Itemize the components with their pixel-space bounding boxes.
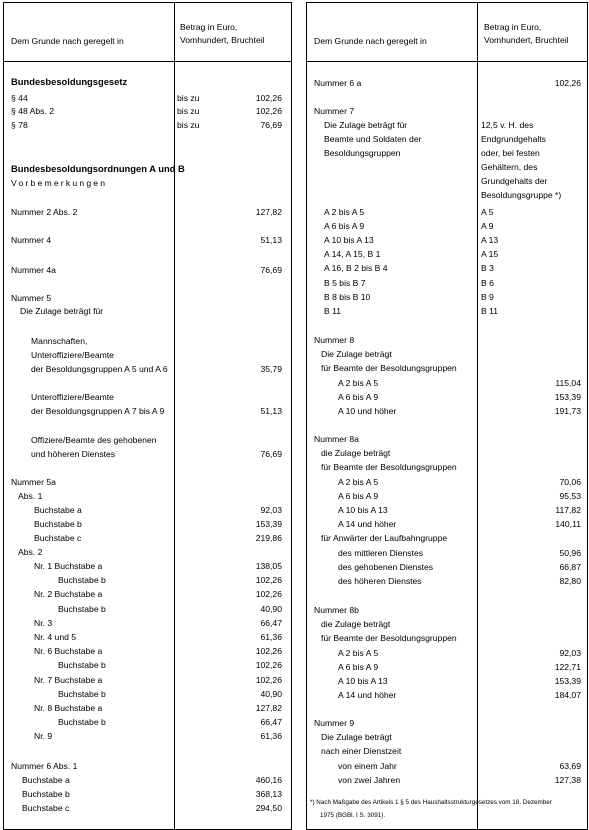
row-value: 127,82 [255, 207, 282, 217]
row-label: Nummer 8a [314, 434, 359, 444]
row-text: Offiziere/Beamte des gehobenen [31, 435, 157, 445]
row-label: Nummer 8b [314, 605, 359, 615]
row-value: B 11 [481, 305, 499, 316]
row-label: Abs. 2 [18, 547, 43, 557]
row-text: und höheren Dienstes [31, 449, 116, 459]
row-label: A 10 bis A 13 [338, 676, 388, 686]
row-value: 184,07 [554, 690, 581, 700]
row-value: 117,82 [555, 505, 581, 515]
row-value: B 3 [481, 263, 494, 274]
row-label: Buchstabe c [22, 803, 70, 813]
row-label: Nummer 4 [11, 235, 52, 245]
row-value: 102,26 [255, 106, 282, 116]
row-value: B 6 [481, 277, 494, 288]
row-label: Nr. 3 [34, 617, 53, 628]
row-label: Nummer 9 [314, 718, 355, 728]
row-label: Buchstabe b [58, 603, 106, 614]
row-label: Abs. 1 [18, 491, 43, 501]
row-label: Nummer 4a [11, 265, 56, 275]
row-value: 153,39 [554, 392, 581, 402]
right-table-header [307, 3, 587, 62]
section-title: Bundesbesoldungsordnungen A und B [11, 163, 185, 174]
row-value: 76,69 [260, 265, 282, 275]
row-value: 368,13 [255, 789, 282, 799]
row-value: 191,73 [554, 406, 581, 416]
row-label: Buchstabe b [58, 575, 106, 586]
row-label: Nr. 1 Buchstabe a [34, 561, 103, 571]
row-value: 63,69 [559, 761, 581, 771]
row-text: für Beamte der Besoldungsgruppen [321, 462, 457, 472]
section-title: Bundesbesoldungsgesetz [11, 76, 128, 87]
row-label: B 8 bis B 10 [324, 291, 371, 302]
row-value: 66,47 [260, 617, 282, 628]
right-table [306, 2, 588, 830]
row-text: Mannschaften, [31, 336, 88, 346]
row-value: 40,90 [260, 688, 282, 699]
row-label: A 2 bis A 5 [338, 477, 379, 487]
row-text: die Zulage beträgt [321, 448, 391, 458]
row-label: Nr. 4 und 5 [34, 632, 77, 642]
row-label: Buchstabe a [22, 775, 70, 785]
row-value: 102,26 [255, 674, 282, 685]
row-value: 50,96 [559, 548, 581, 558]
row-value: 102,26 [255, 589, 282, 600]
row-text: die Zulage beträgt [321, 619, 391, 629]
row-label: A 10 und höher [338, 406, 397, 416]
value-text: oder, bei festen [481, 148, 540, 158]
row-label: Buchstabe b [58, 660, 106, 671]
row-label: A 2 bis A 5 [338, 648, 379, 658]
row-prefix: bis zu [177, 93, 200, 103]
row-value: 460,16 [255, 775, 282, 785]
row-label: A 2 bis A 5 [324, 207, 365, 217]
row-value: 40,90 [260, 603, 282, 614]
row-label: des höheren Dienstes [338, 576, 422, 586]
section-subtitle: Vorbemerkungen [11, 178, 108, 188]
value-text: Gehältern, des [481, 162, 538, 172]
row-text: Unteroffiziere/Beamte [31, 350, 114, 360]
row-value: 294,50 [255, 803, 282, 813]
row-value: 115,04 [555, 378, 581, 388]
row-value: 140,11 [555, 519, 581, 529]
row-value: 122,71 [554, 662, 581, 672]
row-text: Besoldungsgruppen [324, 148, 401, 158]
row-value: 102,26 [255, 660, 282, 671]
row-label: A 2 bis A 5 [338, 378, 379, 388]
row-text: Unteroffiziere/Beamte [31, 392, 114, 402]
row-value: 127,38 [554, 775, 581, 785]
row-value: A 5 [481, 207, 494, 217]
row-label: A 6 bis A 9 [324, 221, 365, 232]
row-value: 153,39 [255, 519, 282, 529]
row-text: der Besoldungsgruppen A 5 und A 6 [31, 364, 168, 374]
row-value: 95,53 [559, 491, 581, 501]
row-prefix: bis zu [177, 120, 200, 130]
row-label: von zwei Jahren [338, 775, 401, 785]
row-label: Buchstabe b [22, 789, 70, 799]
row-value: 82,80 [559, 576, 581, 586]
row-value: 70,06 [559, 477, 581, 487]
row-value: B 9 [481, 291, 494, 302]
row-prefix: bis zu [177, 106, 200, 116]
value-text: 12,5 v. H. des [481, 120, 534, 130]
value-text: Besoldungsgruppe *) [481, 190, 562, 200]
row-label: § 48 Abs. 2 [11, 106, 55, 116]
row-label: Nummer 5 [11, 293, 52, 303]
row-label: B 5 bis B 7 [324, 277, 366, 288]
row-label: Nummer 5a [11, 477, 56, 487]
row-value: 76,69 [260, 120, 282, 130]
row-label: Nr. 7 Buchstabe a [34, 674, 103, 685]
row-text: Die Zulage beträgt [321, 349, 392, 359]
row-label: A 10 bis A 13 [324, 235, 374, 246]
row-label: von einem Jahr [338, 761, 397, 771]
row-label: Nummer 7 [314, 106, 355, 116]
row-label: Nr. 2 Buchstabe a [34, 589, 103, 600]
row-value: 153,39 [554, 676, 581, 686]
row-value: 51,13 [260, 235, 282, 245]
left-table-header [4, 3, 291, 62]
header-col2: Betrag in Euro, Vomhundert, Bruchteil [180, 22, 265, 45]
row-label: A 6 bis A 9 [338, 662, 379, 672]
row-value: 76,69 [260, 449, 282, 459]
row-label: Buchstabe c [34, 533, 82, 543]
value-text: Endgrundgehalts [481, 134, 546, 144]
left-table [3, 2, 292, 830]
row-value: 102,26 [255, 646, 282, 657]
row-label: A 14, A 15, B 1 [324, 249, 381, 260]
row-text: Beamte und Soldaten der [324, 134, 422, 144]
row-value: 92,03 [260, 505, 282, 515]
row-value: 66,87 [559, 562, 581, 572]
row-label: Nummer 8 [314, 335, 355, 345]
row-label: A 6 bis A 9 [338, 491, 379, 501]
row-label: Nummer 2 Abs. 2 [11, 207, 78, 217]
row-value: 102,26 [255, 93, 282, 103]
row-text: nach einer Dienstzeit [321, 746, 402, 756]
row-label: des gehobenen Dienstes [338, 562, 434, 572]
header-col1: Dem Grunde nach geregelt in [314, 36, 427, 46]
row-value: A 9 [481, 221, 494, 232]
row-value: A 13 [481, 235, 499, 246]
row-value: 102,26 [554, 78, 581, 88]
row-value: 102,26 [255, 575, 282, 586]
row-text: für Anwärter der Laufbahngruppe [321, 533, 448, 543]
row-label: § 44 [11, 93, 28, 103]
row-label: A 6 bis A 9 [338, 392, 379, 402]
row-text: Die Zulage beträgt [321, 732, 392, 742]
row-text: für Beamte der Besoldungsgruppen [321, 633, 457, 643]
row-value: 61,36 [260, 632, 282, 642]
row-value: 127,82 [255, 703, 282, 713]
row-value: A 15 [481, 249, 499, 260]
row-value: 61,36 [260, 731, 282, 742]
row-label: Buchstabe b [58, 688, 106, 699]
row-value: 219,86 [255, 533, 282, 543]
row-value: 51,13 [260, 406, 282, 416]
row-text: Die Zulage beträgt für [20, 306, 104, 316]
row-value: 92,03 [559, 648, 581, 658]
row-text: für Beamte der Besoldungsgruppen [321, 363, 457, 373]
row-text: Die Zulage beträgt für [324, 120, 408, 130]
row-label: Nr. 9 [34, 731, 53, 742]
row-label: § 78 [11, 120, 28, 130]
row-value: 66,47 [260, 717, 282, 728]
row-label: A 16, B 2 bis B 4 [324, 263, 388, 274]
row-label: Buchstabe a [34, 505, 82, 515]
row-text: der Besoldungsgruppen A 7 bis A 9 [31, 406, 165, 416]
row-label: Nr. 8 Buchstabe a [34, 703, 103, 713]
row-value: 35,79 [260, 364, 282, 374]
header-col1: Dem Grunde nach geregelt in [11, 36, 124, 46]
row-label: A 14 und höher [338, 519, 397, 529]
footnote: *) Nach Maßgabe des Artikels 1 § 5 des Haushaltsstrukturgesetzes vom 18. Dezember 1975 (BGBl. I S. 3091). [310, 799, 552, 819]
row-label: Nummer 6 Abs. 1 [11, 761, 78, 771]
row-label: des mittleren Dienstes [338, 548, 424, 558]
row-label: B 11 [324, 305, 342, 316]
row-label: Buchstabe b [58, 717, 106, 728]
value-text: Grundgehalts der [481, 176, 548, 186]
row-value: 138,05 [255, 561, 282, 571]
row-label: Buchstabe b [34, 519, 82, 529]
row-label: A 10 bis A 13 [338, 505, 388, 515]
header-col2: Betrag in Euro, Vomhundert, Bruchteil [484, 22, 569, 45]
row-label: Nr. 6 Buchstabe a [34, 646, 103, 657]
row-label: A 14 und höher [338, 690, 397, 700]
row-label: Nummer 6 a [314, 78, 362, 88]
